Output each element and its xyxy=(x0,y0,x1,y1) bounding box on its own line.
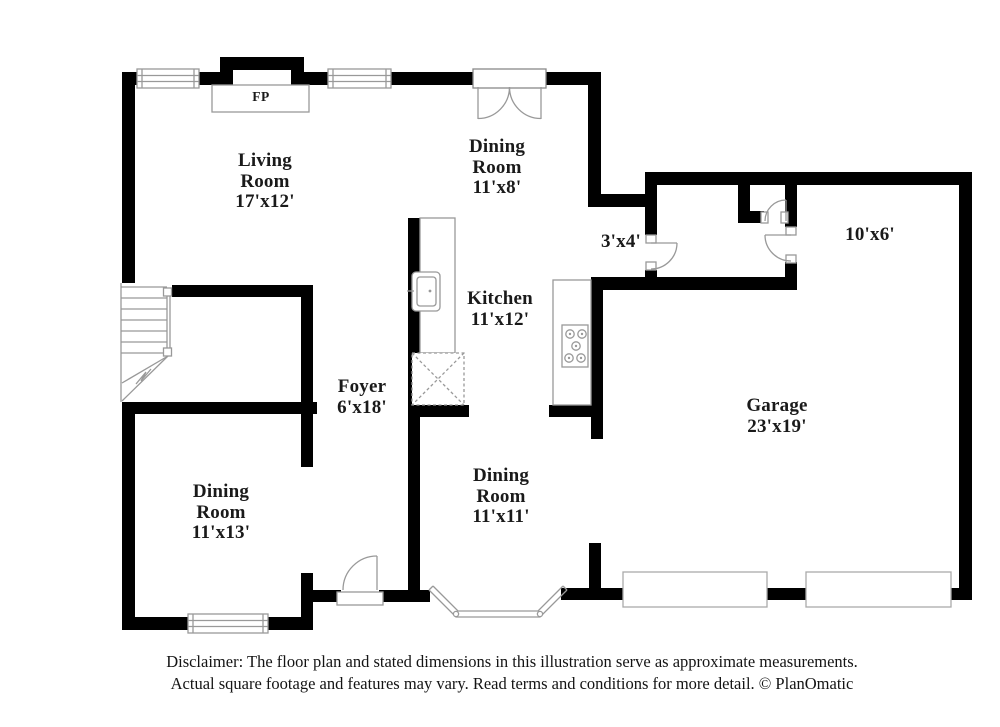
garage-door-icon xyxy=(806,572,951,607)
room-label-line: 17'x12' xyxy=(235,191,295,212)
walls xyxy=(122,57,972,630)
room-label-dining-room-top xyxy=(469,137,525,199)
garage-door-icon xyxy=(623,572,767,607)
disclaimer-line-2: Actual square footage and features may vary. Read terms and conditions for more detail. © PlanOmatic xyxy=(170,673,854,693)
room-label-garage xyxy=(746,396,807,437)
window-icon xyxy=(328,69,391,88)
room-label-line: 11'x8' xyxy=(472,177,522,198)
room-label-line: Living xyxy=(238,150,292,171)
room-label-line: Room xyxy=(472,156,522,178)
room-label-line: 11'x11' xyxy=(472,506,530,527)
room-label-dining-room-center xyxy=(472,466,529,528)
entry-door-icon xyxy=(337,556,383,605)
interior-door-icon xyxy=(646,235,677,270)
room-label-line: 11'x13' xyxy=(191,522,251,543)
room-label-line: Garage xyxy=(746,395,808,416)
room-label-line: Dining xyxy=(468,136,526,157)
staircase-icon xyxy=(121,283,172,402)
window-icon xyxy=(188,614,268,633)
room-label-storage-10x6 xyxy=(845,225,895,246)
cooktop-icon xyxy=(562,325,588,367)
room-label-foyer xyxy=(337,377,387,418)
room-label-line: Foyer xyxy=(337,376,387,397)
room-label-kitchen xyxy=(467,289,533,330)
room-label-line: 3'x4' xyxy=(600,231,642,252)
room-label-living-room xyxy=(235,151,294,213)
room-label-line: Room xyxy=(476,485,526,507)
disclaimer-line-1: Disclaimer: The floor plan and stated dimensions in this illustration serve as approximate measurements. xyxy=(166,652,858,671)
kitchen-sink-icon xyxy=(407,272,440,311)
window-icon xyxy=(137,69,199,88)
bay-window-icon xyxy=(429,586,567,617)
room-label-line: Dining xyxy=(472,465,530,486)
room-label-line: Dining xyxy=(192,481,250,502)
room-label-dining-room-left xyxy=(192,482,250,544)
room-label-line: 11'x12' xyxy=(470,308,530,330)
interior-door-icon xyxy=(765,227,796,263)
room-label-line: Room xyxy=(196,501,246,523)
room-label-closet-3x4 xyxy=(601,232,641,253)
room-label-line: 10'x6' xyxy=(845,224,895,245)
room-label-line: Kitchen xyxy=(467,288,533,309)
room-label-line: 6'x18' xyxy=(337,396,387,418)
room-label-line: Room xyxy=(240,170,290,192)
room-label-line: 23'x19' xyxy=(747,415,807,437)
interior-door-icon xyxy=(761,200,788,223)
fireplace-label: FP xyxy=(252,89,270,104)
disclaimer-text xyxy=(62,651,962,694)
appliance-space-icon xyxy=(412,353,464,405)
french-door-icon xyxy=(473,69,546,119)
